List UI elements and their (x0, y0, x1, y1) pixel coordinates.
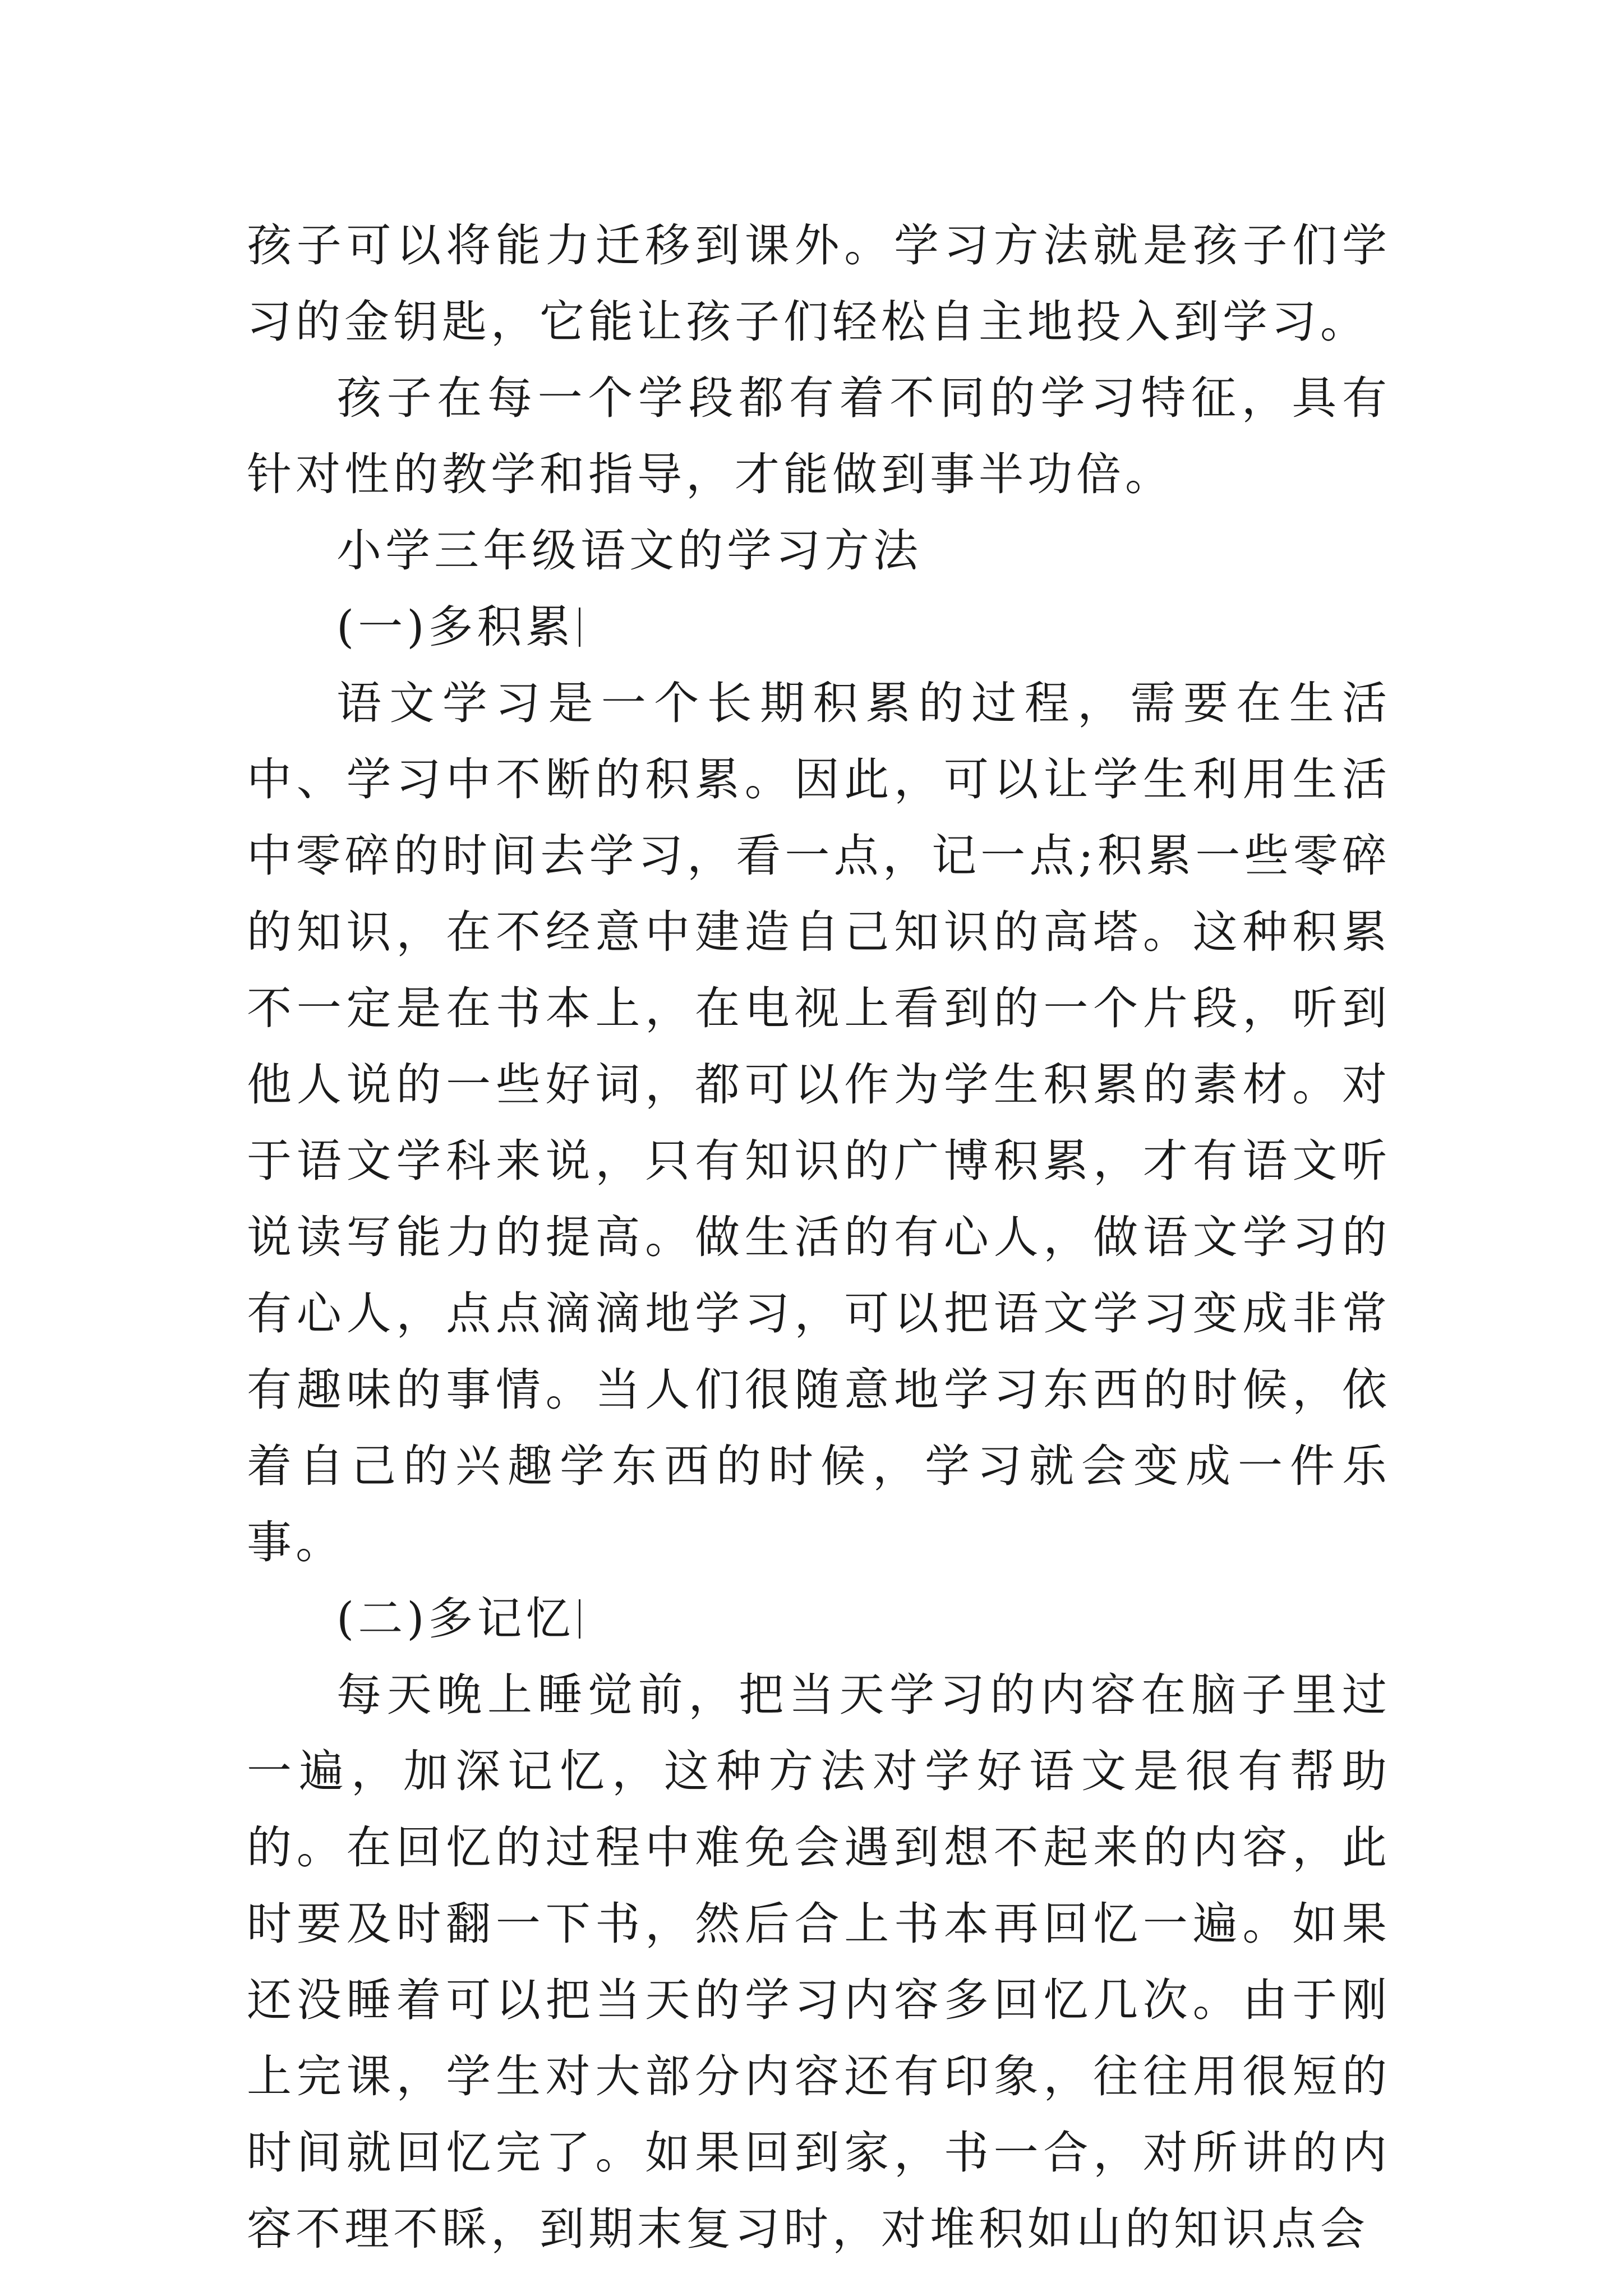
paragraph-memorize: 每天晚上睡觉前，把当天学习的内容在脑子里过一遍，加深记忆，这种方法对学好语文是很有帮助的。在回忆的过程中难免会遇到想不起来的内容，此时要及时翻一下书，然后合上书本再回忆一遍。如果还没睡着可以把当天的学习内容多回忆几次。由于刚上完课，学生对大部分内容还有印象，往往用很短的时间就回忆完了。如果回到家，书一合，对所讲的内容不理不睬，到期末复习时，对堆积如山的知识点会 (247, 1669, 1391, 2255)
text-cursor-icon (579, 1599, 580, 1639)
paragraph-learning-stages: 孩子在每一个学段都有着不同的学习特征，具有针对性的教学和指导，才能做到事半功倍。 (247, 372, 1391, 500)
subsection-heading-accumulate (247, 589, 1391, 665)
subsection-heading-accumulate-text: (一)多积累 (336, 601, 575, 653)
subsection-heading-memorize-text: (二)多记忆 (336, 1593, 575, 1645)
subsection-heading-memorize (247, 1581, 1391, 1657)
paragraph-continuation: 孩子可以将能力迁移到课外。学习方法就是孩子们学习的金钥匙，它能让孩子们轻松自主地投入到学习。 (247, 219, 1391, 348)
text-cursor-icon (579, 608, 580, 647)
paragraph-accumulate: 语文学习是一个长期积累的过程，需要在生活中、学习中不断的积累。因此，可以让学生利用生活中零碎的时间去学习，看一点，记一点;积累一些零碎的知识，在不经意中建造自己知识的高塔。这种积累不一定是在书本上，在电视上看到的一个片段，听到他人说的一些好词，都可以作为学生积累的素材。对于语文学科来说，只有知识的广博积累，才有语文听说读写能力的提高。做生活的有心人，做语文学习的有心人，点点滴滴地学习，可以把语文学习变成非常有趣味的事情。当人们很随意地学习东西的时候，依着自己的兴趣学东西的时候，学习就会变成一件乐事。 (247, 677, 1391, 1568)
section-title: 小学三年级语文的学习方法 (336, 524, 922, 577)
document-body (247, 208, 1391, 2267)
